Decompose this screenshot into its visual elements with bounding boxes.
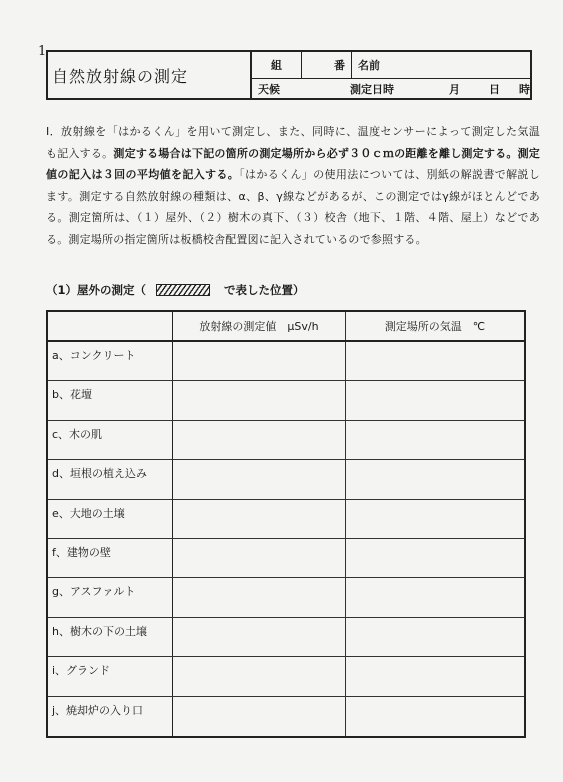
section-suffix: で表した位置） (224, 283, 305, 297)
radiation-value-cell[interactable] (173, 381, 346, 419)
day-field[interactable]: 日 (489, 82, 500, 96)
header-box (46, 50, 532, 100)
table-header-row (48, 312, 524, 342)
temperature-value-cell[interactable] (346, 539, 524, 577)
temperature-value-cell[interactable] (346, 342, 524, 380)
radiation-value-cell[interactable] (173, 421, 346, 459)
temperature-value-cell[interactable] (346, 697, 524, 736)
location-label: f、建物の壁 (48, 539, 173, 577)
header-cell-location (48, 312, 173, 340)
hatch-pattern-icon (156, 284, 210, 296)
header-row-class-name (252, 52, 530, 79)
radiation-value-cell[interactable] (173, 539, 346, 577)
header-fields (252, 52, 530, 98)
page-number: 1 (38, 44, 47, 59)
table-row (48, 578, 524, 617)
instructions-part-1: I．放射線を「はかるくん」を用いて測定し、また、同時に、温度センサーによって測定した気温も記入する。 (46, 125, 540, 160)
header-cell-temperature: 測定場所の気温 ℃ (384, 320, 486, 333)
instructions-part-2-bold: 測定する場合は下記の箇所の測定場所から必ず３０ｃｍの距離を離し測定する。測定値の記入は３回の平均値を記入する。 (46, 146, 540, 181)
temperature-value-cell[interactable] (346, 657, 524, 695)
class-field[interactable]: 組 (252, 52, 302, 78)
table-row (48, 381, 524, 420)
radiation-value-cell[interactable] (173, 342, 346, 380)
temperature-value-cell[interactable] (346, 421, 524, 459)
hour-field[interactable]: 時 (519, 82, 530, 96)
radiation-value-cell[interactable] (173, 578, 346, 616)
document-title: 自然放射線の測定 (48, 52, 252, 98)
temperature-value-cell[interactable] (346, 500, 524, 538)
radiation-value-cell[interactable] (173, 618, 346, 656)
location-label: c、木の肌 (48, 421, 173, 459)
table-row (48, 618, 524, 657)
table-row (48, 697, 524, 736)
table-row (48, 500, 524, 539)
location-label: h、樹木の下の土壌 (48, 618, 173, 656)
location-label: g、アスファルト (48, 578, 173, 616)
table-row (48, 421, 524, 460)
table-row (48, 539, 524, 578)
measurement-table (46, 310, 526, 738)
section-heading-outdoor (46, 282, 305, 298)
header-cell-radiation: 放射線の測定値 μSv/h (173, 312, 346, 340)
number-field[interactable]: 番 (302, 52, 352, 78)
temperature-value-cell[interactable] (346, 460, 524, 498)
month-field[interactable]: 月 (449, 82, 460, 96)
section-label: （1）屋外の測定（ (46, 283, 147, 297)
radiation-value-cell[interactable] (173, 697, 346, 736)
location-label: i、グランド (48, 657, 173, 695)
location-label: e、大地の土壌 (48, 500, 173, 538)
name-field[interactable]: 名前 (358, 59, 380, 72)
radiation-value-cell[interactable] (173, 460, 346, 498)
radiation-value-cell[interactable] (173, 500, 346, 538)
date-label: 測定日時 (350, 82, 394, 96)
header-row-weather-date (252, 79, 530, 98)
location-label: b、花壇 (48, 381, 173, 419)
table-row (48, 657, 524, 696)
location-label: a、コンクリート (48, 342, 173, 380)
instructions-paragraph (46, 121, 540, 250)
temperature-value-cell[interactable] (346, 618, 524, 656)
location-label: d、垣根の植え込み (48, 460, 173, 498)
table-row (48, 460, 524, 499)
radiation-value-cell[interactable] (173, 657, 346, 695)
table-row (48, 342, 524, 381)
instructions-part-3: 「はかるくん」の使用法については、別紙の解説書で解説します。測定する自然放射線の種類は、α、β、γ線などがあるが、この測定ではγ線がほとんどである。測定箇所は、（１）屋外、（２）樹木の真下、（３）校舎（地下、１階、４階、屋上）などである。測定場所の指定箇所は板橋校舎配置図に記入されているので参照する。 (46, 168, 540, 246)
weather-field[interactable]: 天候 (258, 82, 280, 96)
location-label: j、焼却炉の入り口 (48, 697, 173, 736)
temperature-value-cell[interactable] (346, 578, 524, 616)
temperature-value-cell[interactable] (346, 381, 524, 419)
